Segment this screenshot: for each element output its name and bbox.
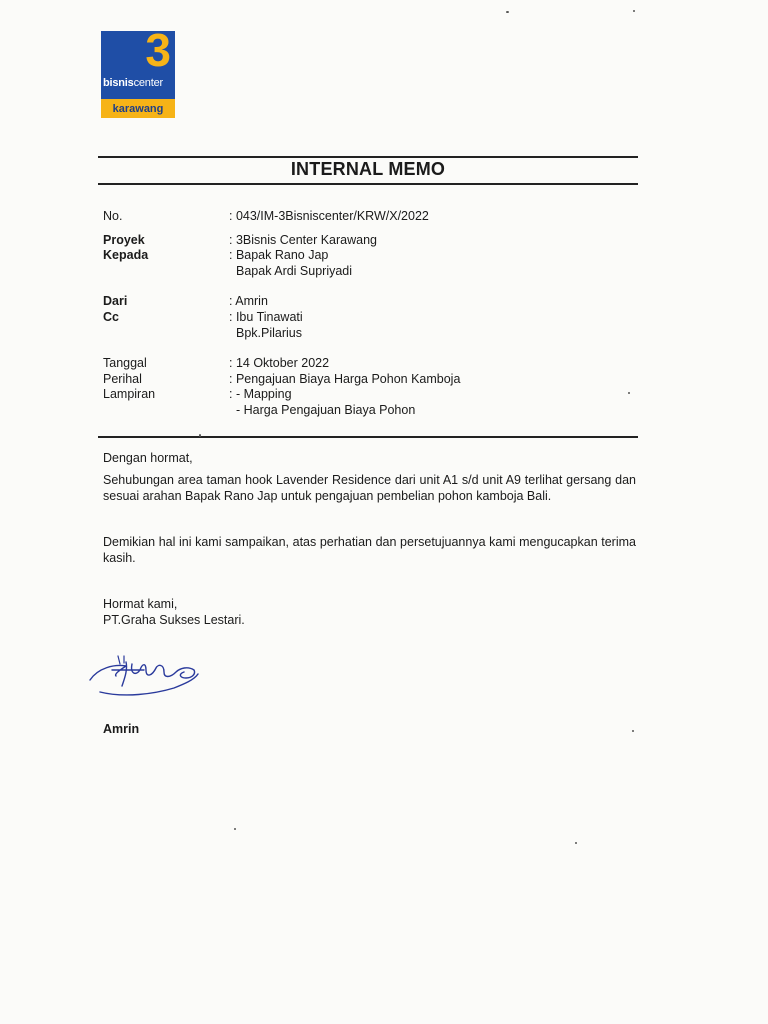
value-cc-2: Bpk.Pilarius xyxy=(236,326,302,340)
signature-scribble xyxy=(84,650,204,702)
scan-speck xyxy=(506,11,509,13)
label-dari: Dari xyxy=(103,294,128,308)
greeting: Dengan hormat, xyxy=(103,451,193,465)
company-name: PT.Graha Sukses Lestari. xyxy=(103,613,245,627)
label-tanggal: Tanggal xyxy=(103,356,147,370)
scan-speck xyxy=(632,730,634,732)
scan-speck xyxy=(575,842,577,844)
value-kepada-2: Bapak Ardi Supriyadi xyxy=(236,264,353,278)
scan-speck xyxy=(234,828,236,830)
value-lampiran-2: - Harga Pengajuan Biaya Pohon xyxy=(236,403,416,417)
logo-number: 3 xyxy=(145,24,171,76)
title-rule-bottom xyxy=(98,183,638,185)
value-perihal: : Pengajuan Biaya Harga Pohon Kamboja xyxy=(229,372,461,386)
value-lampiran: : - Mapping xyxy=(229,387,292,401)
logo-word-bold: bisnis xyxy=(103,77,134,89)
label-proyek: Proyek xyxy=(103,233,145,247)
value-dari: : Amrin xyxy=(229,294,268,308)
value-kepada: : Bapak Rano Jap xyxy=(229,248,329,262)
scan-speck xyxy=(628,392,630,394)
scan-speck xyxy=(199,434,201,437)
memo-title: INTERNAL MEMO xyxy=(290,159,446,179)
paragraph-2: Demikian hal ini kami sampaikan, atas perhatian dan persetujuannya kami mengucapkan terima kasih. xyxy=(103,535,636,565)
title-rule-top xyxy=(98,156,638,158)
label-perihal: Perihal xyxy=(103,372,142,386)
value-tanggal: : 14 Oktober 2022 xyxy=(229,356,330,370)
value-cc: : Ibu Tinawati xyxy=(229,310,303,324)
paragraph-1: Sehubungan area taman hook Lavender Residence dari unit A1 s/d unit A9 terlihat gersang dan sesuai arahan Bapak Rano Jap untuk pengajuan pembelian pohon kamboja Bali. xyxy=(103,473,636,503)
label-kepada: Kepada xyxy=(103,248,149,262)
value-proyek: : 3Bisnis Center Karawang xyxy=(229,233,377,247)
label-cc: Cc xyxy=(103,310,119,324)
logo-word-regular: center xyxy=(133,77,163,89)
logo-yellow-band xyxy=(101,99,175,118)
signer-name: Amrin xyxy=(103,722,140,736)
closing: Hormat kami, xyxy=(103,597,178,611)
value-no: : 043/IM-3Bisniscenter/KRW/X/2022 xyxy=(229,209,429,223)
logo-wordmark xyxy=(103,77,163,89)
label-lampiran: Lampiran xyxy=(103,387,156,401)
company-logo xyxy=(101,24,175,118)
meta-divider xyxy=(98,436,638,438)
logo-blue-block xyxy=(101,24,175,99)
scan-speck xyxy=(633,10,635,12)
logo-city: karawang xyxy=(112,102,164,115)
label-no: No. xyxy=(103,209,123,223)
